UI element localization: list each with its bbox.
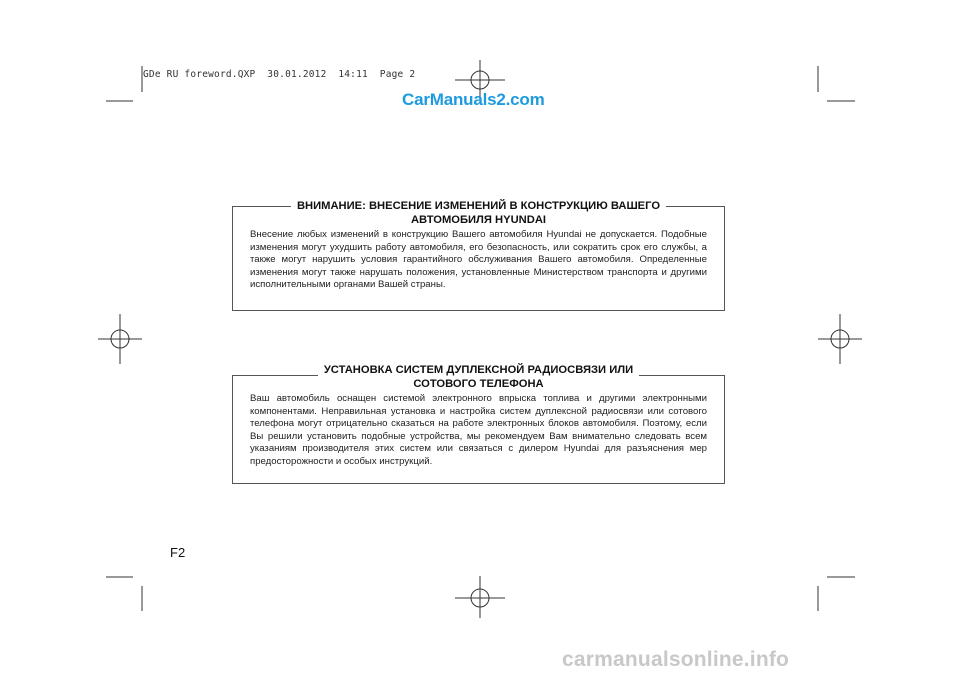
warning-section-box	[232, 200, 725, 311]
radio-title-line1: УСТАНОВКА СИСТЕМ ДУПЛЕКСНОЙ РАДИОСВЯЗИ ИЛИ	[318, 364, 639, 376]
page-number: F2	[170, 545, 186, 560]
watermark-carmanuals2: CarManuals2.com	[402, 90, 545, 109]
radio-title-line2: СОТОВОГО ТЕЛЕФОНА	[407, 378, 549, 390]
warning-title-line1: ВНИМАНИЕ: ВНЕСЕНИЕ ИЗМЕНЕНИЙ В КОНСТРУКЦИЮ ВАШЕГО	[291, 200, 666, 212]
radio-install-section-body: Ваш автомобиль оснащен системой электронного впрыска топлива и другими электронными компонентами. Неправильная установка и настройка систем дуплексной радиосвязи или сотового телефона могут отрицательно сказаться на работе электронных блоков автомобиля. Поэтому, если Вы решили установить подобные устройства, мы рекомендуем Вам внимательно следовать всем указаниям производителя этих систем или связаться с дилером Hyundai для разъяснения мер предосторожности и особых инструкций.	[250, 393, 707, 467]
radio-install-section-box	[232, 364, 725, 484]
watermark-carmanualsonline: carmanualsonline.info	[562, 648, 790, 671]
registration-target-left	[98, 314, 142, 364]
radio-install-section-title	[233, 363, 724, 391]
registration-target-right	[818, 314, 862, 364]
warning-section-title	[233, 199, 724, 227]
warning-section-body: Внесение любых изменений в конструкцию Вашего автомобиля Hyundai не допускается. Подобные изменения могут ухудшить работу автомобиля, его безопасность, или сократить срок его службы, а также могут нарушить условия гарантийного обслуживания Вашего автомобиля. Определенные изменения могут также нарушать положения, установленные Министерством транспорта и другими исполнительными органами Вашей страны.	[250, 229, 707, 291]
print-info-header: GDe RU foreword.QXP 30.01.2012 14:11 Page 2	[143, 69, 416, 80]
warning-title-line2: АВТОМОБИЛЯ HYUNDAI	[405, 214, 552, 226]
registration-target-bottom	[455, 576, 505, 618]
